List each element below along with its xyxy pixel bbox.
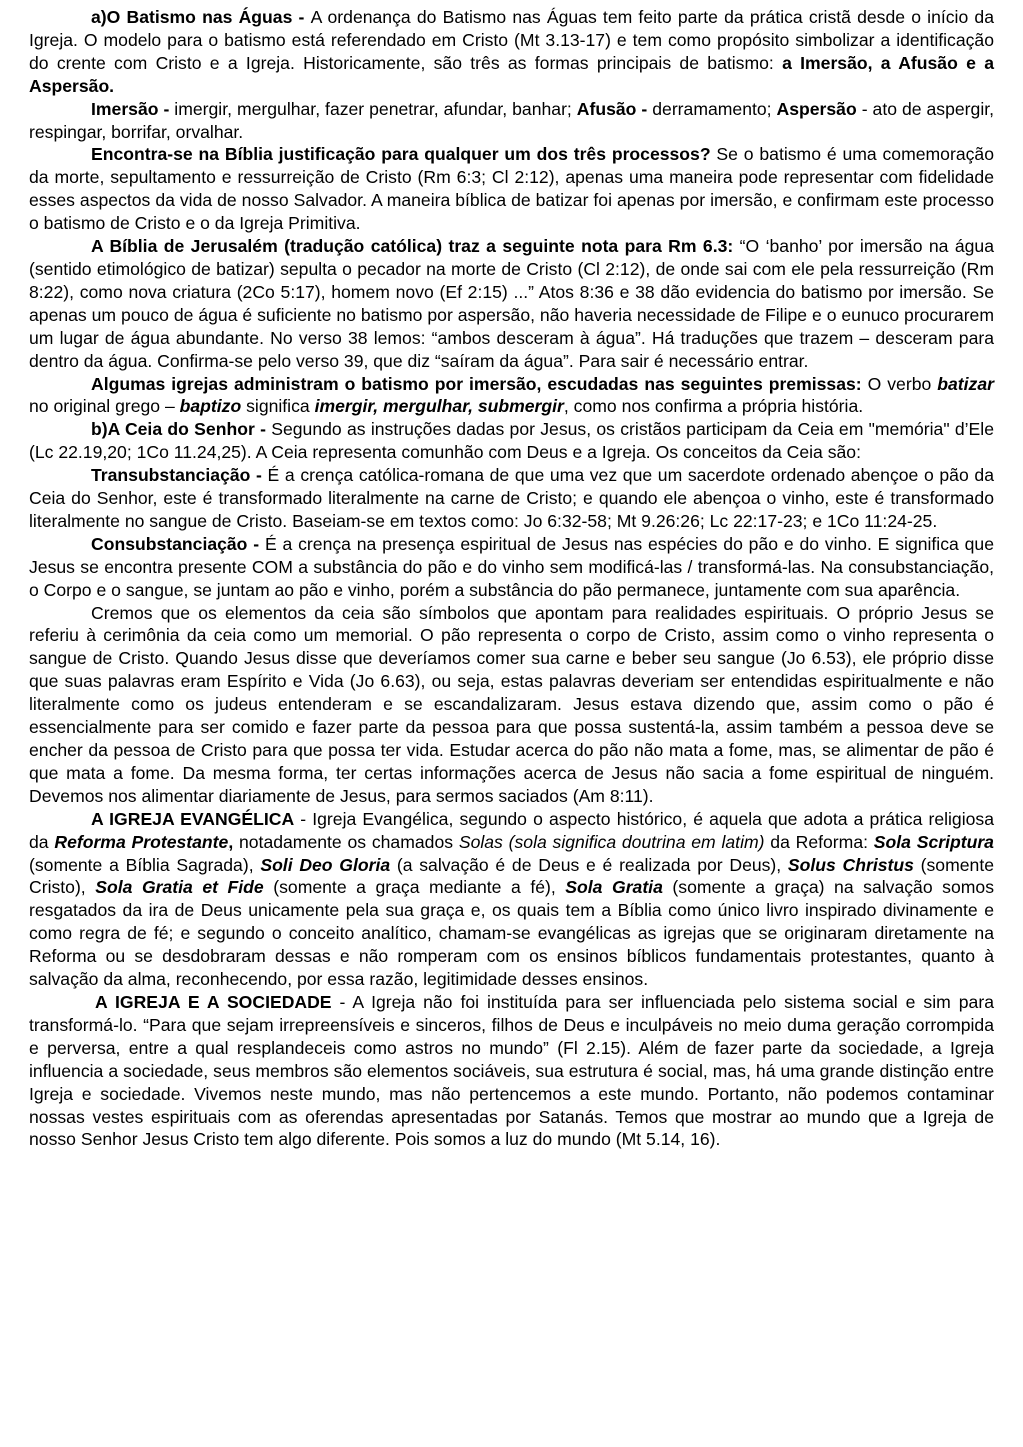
body-text: É a crença católica-romana de que uma vez que um sacerdote ordenado abençoe o pão da Ceia do Senhor, este é transformado literalmente na carne de Cristo; e quando ele abençoa o vinho, este é transformado literalmente no sangue de Cristo. Baseiam-se em textos como: Jo 6:32-58; Mt 9.26:26; Lc 22:17-23; e 1Co 11:24-25. (29, 465, 994, 531)
emphasis-text: Sola Gratia (565, 877, 663, 898)
paragraph-biblia-jerusalem (29, 235, 994, 372)
emphasis-text: Imersão - (91, 98, 175, 119)
emphasis-text: Sola Scriptura (873, 831, 994, 852)
body-text: - ato de aspergir, respingar, borrifar, orvalhar. (29, 98, 994, 142)
emphasis-text: A IGREJA E A SOCIEDADE (95, 991, 332, 1012)
body-text: Cremos que os elementos da ceia são símbolos que apontam para realidades espirituais. O próprio Jesus se referiu à cerimônia da ceia como um memorial. O pão representa o corpo de Cristo, assim como o vinho representa o sangue de Cristo. Quando Jesus disse que deveríamos comer sua carne e beber seu sangue (Jo 6.53), ele próprio disse que suas palavras eram Espírito e Vida (Jo 6.63), ou seja, estas palavras deveriam ser entendidas espiritualmente e não literalmente como os judeus entenderam e se escandalizaram. Jesus estava dizendo que, assim como o pão é essencialmente para ser comido e fazer parte da pessoa para que possa sustentá-la, assim também a pessoa deve se encher da pessoa de Cristo para que possa ter vida. Estudar acerca do pão não mata a fome, mas, se alimentar de pão é que mata a fome. Da mesma forma, ter certas informações acerca de Jesus não sacia a fome espiritual de ninguém. Devemos nos alimentar diariamente de Jesus, para sermos saciados (Am 8:11). (29, 602, 994, 806)
paragraph-definicoes (29, 98, 994, 144)
body-text: da Reforma: (764, 831, 874, 852)
body-text: - Igreja Evangélica, segundo o aspecto histórico, é aquela que adota a prática religiosa da (29, 808, 994, 852)
body-text: - A Igreja não foi instituída para ser influenciada pelo sistema social e sim para transformá-lo. “Para que sejam irrepreensíveis e sinceros, filhos de Deus e inculpáveis no meio duma geração corrompida e perversa, entre a qual resplandeceis como astros no mundo” (Fl 2.15). Além de fazer parte da sociedade, a Igreja influencia a sociedade, seus membros são elementos sociáveis, sua estrutura é social, mas, há uma grande distinção entre Igreja e sociedade. Vivemos neste mundo, mas não pertencemos a este mundo. Portanto, não podemos contaminar nossas vestes espirituais com as oferendas apresentadas por Satanás. Temos que mostrar ao mundo que a Igreja de nosso Senhor Jesus Cristo tem algo diferente. Pois somos a luz do mundo (Mt 5.14, 16). (29, 991, 994, 1150)
emphasis-text: Soli Deo Gloria (260, 854, 391, 875)
emphasis-text: Consubstanciação - (91, 533, 265, 554)
body-text: significa (241, 396, 315, 417)
body-text: A ordenança do Batismo nas Águas tem feito parte da prática cristã desde o início da Igreja. O modelo para o batismo está referendado em Cristo (Mt 3.13-17) e tem como propósito simbolizar a identificação do crente com Cristo e a Igreja. Historicamente, são três as formas principais de batismo: (29, 7, 994, 73)
paragraph-premissas (29, 373, 994, 419)
emphasis-text: a)O Batismo nas Águas - (91, 7, 311, 27)
body-text: É a crença na presença espiritual de Jesus nas espécies do pão e do vinho. E significa que Jesus se encontra presente COM a substância do pão e do vinho sem modificá-las / transformá-las. Na consubstanciação, o Corpo e o sangue, se juntam ao pão e vinho, porém a substância do pão permanece, juntamente com sua aparência. (29, 533, 994, 600)
emphasis-text: Solus Christus (787, 854, 914, 875)
emphasis-text: Afusão - (576, 98, 653, 119)
body-text: , como nos confirma a própria história. (563, 396, 864, 417)
body-text: derramamento; (652, 98, 777, 119)
emphasis-text: b)A Ceia do Senhor - (91, 419, 272, 440)
paragraph-batismo-intro (29, 6, 994, 98)
body-text: Segundo as instruções dadas por Jesus, os cristãos participam da Ceia em "memória" d’Ele (Lc 22.19,20; 1Co 11.24,25). A Ceia representa comunhão com Deus e a Igreja. Os conceitos da Ceia são: (29, 419, 994, 463)
emphasis-text: Reforma Protestante (54, 831, 229, 852)
emphasis-text: baptizo (179, 396, 242, 417)
emphasis-text: batizar (937, 373, 994, 394)
body-text: O verbo (861, 373, 938, 394)
paragraph-igreja-evangelica (29, 808, 994, 991)
paragraph-cremos (29, 602, 994, 808)
emphasis-text: Solas (sola significa doutrina em latim) (458, 831, 765, 852)
document-body (29, 6, 994, 1151)
body-text: (somente Cristo), (29, 854, 994, 898)
emphasis-text: Aspersão (776, 98, 857, 119)
body-text: notadamente os chamados (233, 831, 459, 852)
emphasis-text: Sola Gratia et Fide (95, 877, 264, 898)
body-text: (a salvação é de Deus e é realizada por Deus), (390, 854, 788, 875)
emphasis-text: a Imersão, a Afusão e a Aspersão. (29, 52, 994, 96)
emphasis-text: Encontra-se na Bíblia justificação para qualquer um dos três processos? (91, 144, 711, 165)
paragraph-consubstanciacao (29, 533, 994, 602)
emphasis-text: Algumas igrejas administram o batismo por imersão, escudadas nas seguintes premissas: (91, 373, 862, 394)
emphasis-text: imergir, mergulhar, submergir (314, 396, 564, 417)
paragraph-transubstanciacao (29, 464, 994, 533)
emphasis-text: Transubstanciação - (91, 465, 268, 486)
emphasis-text: A IGREJA EVANGÉLICA (91, 808, 295, 829)
body-text: “O ‘banho’ por imersão na água (sentido etimológico de batizar) sepulta o pecador na morte de Cristo (Cl 2:12), de onde sai com ele pela ressurreição (Rm 8:22), como nova criatura (2Co 5:17), homem novo (Ef 2:15) ...” Atos 8:36 e 38 dão evidencia do batismo por imersão. Se apenas um pouco de água é suficiente no batismo por aspersão, não haveria necessidade de Filipe e o eunuco procurarem um lugar de água abundante. No verso 38 lemos: “ambos desceram à água”. Há traduções que trazem – desceram para dentro da água. Confirma-se pelo verso 39, que diz “saíram da água”. Para sair é necessário entrar. (29, 236, 994, 371)
body-text: (somente a graça) na salvação somos resgatados da ira de Deus unicamente pela sua graça e, os quais tem a Bíblia como único livro inspirado divinamente e como regra de fé; e segundo o conceito analítico, chamam-se evangélicas as igrejas que se originaram diretamente na Reforma ou se desdobraram dessas e não romperam com os ensinos bíblicos fundamentais protestantes, quanto à salvação da alma, reconhecendo, por essa razão, legitimidade desses ensinos. (29, 877, 994, 990)
body-text: (somente a graça mediante a fé), (263, 877, 566, 898)
paragraph-igreja-sociedade (29, 991, 994, 1151)
emphasis-text: , (228, 831, 234, 852)
body-text: (somente a Bíblia Sagrada), (29, 854, 261, 875)
body-text: imergir, mergulhar, fazer penetrar, afundar, banhar; (174, 98, 577, 119)
paragraph-justificacao (29, 143, 994, 235)
body-text: Se o batismo é uma comemoração da morte, sepultamento e ressurreição de Cristo (Rm 6:3; Cl 2:12), apenas uma maneira pode representar com fidelidade esses aspectos da vida de nosso Salvador. A maneira bíblica de batizar foi apenas por imersão, e confirmam este processo o batismo de Cristo e o da Igreja Primitiva. (29, 144, 994, 234)
paragraph-ceia-intro (29, 418, 994, 464)
emphasis-text: A Bíblia de Jerusalém (tradução católica) traz a seguinte nota para Rm 6.3: (91, 236, 734, 257)
body-text: no original grego – (29, 396, 180, 417)
